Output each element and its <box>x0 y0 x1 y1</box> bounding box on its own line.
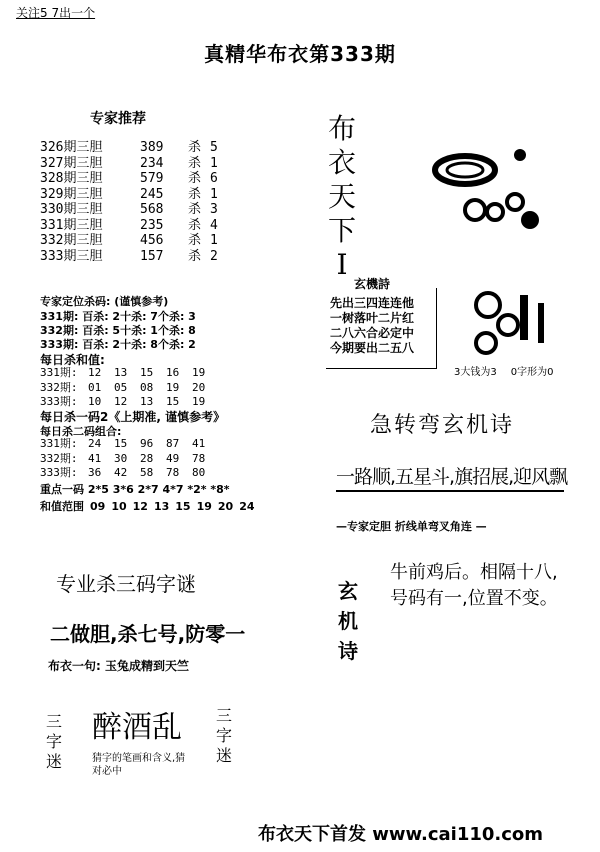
riddle-label-left: 三 字 迷 <box>45 712 62 771</box>
kill-number: 1 <box>210 233 218 248</box>
xj-poem <box>330 296 414 356</box>
riddle-note: 猜字的笔画和含义,猜对必中 <box>92 753 186 777</box>
kill-label: 杀 <box>188 233 202 248</box>
kill-number: 1 <box>210 186 218 202</box>
range-value: 19 <box>196 500 212 513</box>
period-label: 332期三胆 <box>40 233 103 248</box>
table-row <box>40 171 218 187</box>
period-label: 327期三胆 <box>40 155 103 171</box>
list-item: 二八六合必定中 <box>330 326 415 340</box>
table-row <box>40 156 218 172</box>
range-value: 20 <box>217 500 234 513</box>
kill-number: 3 <box>210 202 218 217</box>
number-cell: 42 <box>114 466 128 479</box>
expert-dan: —专家定胆 折线单弯叉角连 — <box>336 520 487 533</box>
table-row <box>40 249 218 265</box>
row-label: 332期: <box>40 380 78 394</box>
coin-figure-image <box>458 285 568 360</box>
daily-sum-list <box>40 366 218 410</box>
table-row <box>40 452 218 467</box>
kill-three-line: 二做胆,杀七号,防零一 <box>50 622 246 646</box>
period-label: 329期三胆 <box>40 186 103 202</box>
number-cell: 16 <box>166 366 180 379</box>
row-label: 332期: <box>40 451 78 465</box>
number-cell: 78 <box>166 466 180 479</box>
number-cell: 58 <box>140 466 154 479</box>
kill-three-title: 专业杀三码字谜 <box>56 572 196 596</box>
kill-label: 杀 <box>188 171 202 186</box>
focus-code: 重点一码 2*5 3*6 2*7 4*7 *2* *8* <box>40 483 230 496</box>
yilu-line: 一路顺,五星斗,旗招展,迎风飘 <box>336 466 568 488</box>
period-label: 326期三胆 <box>40 140 103 155</box>
top-note: 关注5 7出一个 <box>16 6 96 20</box>
divider <box>336 490 564 492</box>
period-label: 331期三胆 <box>40 217 103 233</box>
daily-one-code: 每日杀一码2《上期准, 谨慎参考》 <box>40 410 226 424</box>
number-cell: 12 <box>88 366 102 379</box>
number-cell: 08 <box>140 380 154 394</box>
period-label: 330期三胆 <box>40 202 103 217</box>
kill-number: 6 <box>210 171 218 186</box>
daily-two-list <box>40 437 218 481</box>
xj-vertical: 玄 机 诗 <box>338 579 358 663</box>
kill-label: 杀 <box>188 202 202 217</box>
numbers: 157 <box>140 248 164 264</box>
number-cell: 24 <box>88 437 102 450</box>
xj-title: 玄機詩 <box>354 277 391 291</box>
list-item: 332期: 百杀: 5十杀: 1个杀: 8 <box>40 324 196 337</box>
numbers: 245 <box>140 186 164 202</box>
position-kill-list <box>40 310 196 352</box>
kill-number: 2 <box>210 248 218 264</box>
buyi-vertical-title: 布 衣 天 下 I <box>327 112 356 281</box>
list-item: 今期要出二五八 <box>330 341 415 355</box>
number-cell: 30 <box>114 451 128 465</box>
period-label: 328期三胆 <box>40 171 103 186</box>
list-item: 333期: 百杀: 2十杀: 8个杀: 2 <box>40 338 196 351</box>
number-cell: 05 <box>114 380 128 394</box>
table-row <box>40 466 218 481</box>
list-item: 先出三四连连他 <box>330 296 415 310</box>
table-row <box>40 233 218 249</box>
list-item: 牛前鸡后。相隔十八, <box>390 562 558 583</box>
number-cell: 15 <box>140 366 154 379</box>
number-cell: 13 <box>140 395 154 408</box>
numbers: 568 <box>140 202 164 217</box>
daily-sum-title: 每日杀和值: <box>40 353 105 367</box>
number-cell: 13 <box>114 366 128 379</box>
position-kill-title: 专家定位杀码: (谨慎参考) <box>40 295 169 308</box>
number-cell: 19 <box>192 395 206 408</box>
range-value: 10 <box>111 500 127 513</box>
range-value: 12 <box>132 500 148 513</box>
kill-label: 杀 <box>188 155 202 171</box>
number-cell: 19 <box>192 366 206 379</box>
numbers: 389 <box>140 140 164 155</box>
range-value: 24 <box>239 500 255 513</box>
numbers: 456 <box>140 233 164 248</box>
riddle-text: 醉酒乱 <box>92 710 182 745</box>
expert-title: 专家推荐 <box>90 111 146 127</box>
kill-number: 1 <box>210 155 218 171</box>
table-row <box>40 140 218 156</box>
table-row <box>40 202 218 218</box>
number-cell: 36 <box>88 466 102 479</box>
kill-number: 5 <box>210 140 218 155</box>
number-cell: 20 <box>192 380 206 394</box>
list-item: 号码有一,位置不变。 <box>390 588 558 609</box>
page-title: 真精华布衣第333期 <box>204 42 396 66</box>
table-row <box>40 366 218 381</box>
numbers: 579 <box>140 171 164 186</box>
riddle-label-right: 三 字 迷 <box>215 706 232 765</box>
list-item: 331期: 百杀: 2十杀: 7个杀: 3 <box>40 310 196 323</box>
expert-list <box>40 140 218 264</box>
buyi-sentence: 布衣一句: 玉兔成精到天竺 <box>48 659 189 673</box>
row-label: 333期: <box>40 395 78 408</box>
coin-chain-image <box>420 140 550 240</box>
number-cell: 41 <box>192 437 206 450</box>
table-row <box>40 218 218 234</box>
number-cell: 10 <box>88 395 102 408</box>
range-value: 09 <box>90 500 106 513</box>
image-caption: 3大钱为3 0字形为0 <box>454 367 554 378</box>
kill-label: 杀 <box>188 140 202 155</box>
row-label: 333期: <box>40 466 78 479</box>
jz-title: 急转弯玄机诗 <box>370 413 515 438</box>
range-value: 15 <box>175 500 191 513</box>
period-label: 333期三胆 <box>40 248 103 264</box>
row-label: 331期: <box>40 366 78 379</box>
number-cell: 15 <box>114 437 128 450</box>
sum-range <box>40 498 261 514</box>
kill-number: 4 <box>210 217 218 233</box>
number-cell: 28 <box>140 451 154 465</box>
range-label: 和值范围 <box>40 500 84 513</box>
number-cell: 80 <box>192 466 206 479</box>
poem <box>390 560 558 612</box>
numbers: 235 <box>140 217 164 233</box>
number-cell: 15 <box>166 395 180 408</box>
table-row <box>40 437 218 452</box>
footer: 布衣天下首发 www.cai110.com <box>258 824 544 845</box>
kill-label: 杀 <box>188 248 202 264</box>
number-cell: 41 <box>88 451 102 465</box>
number-cell: 01 <box>88 380 102 394</box>
number-cell: 96 <box>140 437 154 450</box>
number-cell: 19 <box>166 380 180 394</box>
daily-two-title: 每日杀二码组合: <box>40 425 122 438</box>
number-cell: 78 <box>192 451 206 465</box>
number-cell: 49 <box>166 451 180 465</box>
number-cell: 12 <box>114 395 128 408</box>
kill-label: 杀 <box>188 186 202 202</box>
list-item: 一树落叶二片红 <box>330 311 415 325</box>
range-value: 13 <box>153 500 170 513</box>
kill-label: 杀 <box>188 217 202 233</box>
row-label: 331期: <box>40 437 78 450</box>
numbers: 234 <box>140 155 164 171</box>
number-cell: 87 <box>166 437 180 450</box>
table-row <box>40 381 218 396</box>
table-row <box>40 187 218 203</box>
